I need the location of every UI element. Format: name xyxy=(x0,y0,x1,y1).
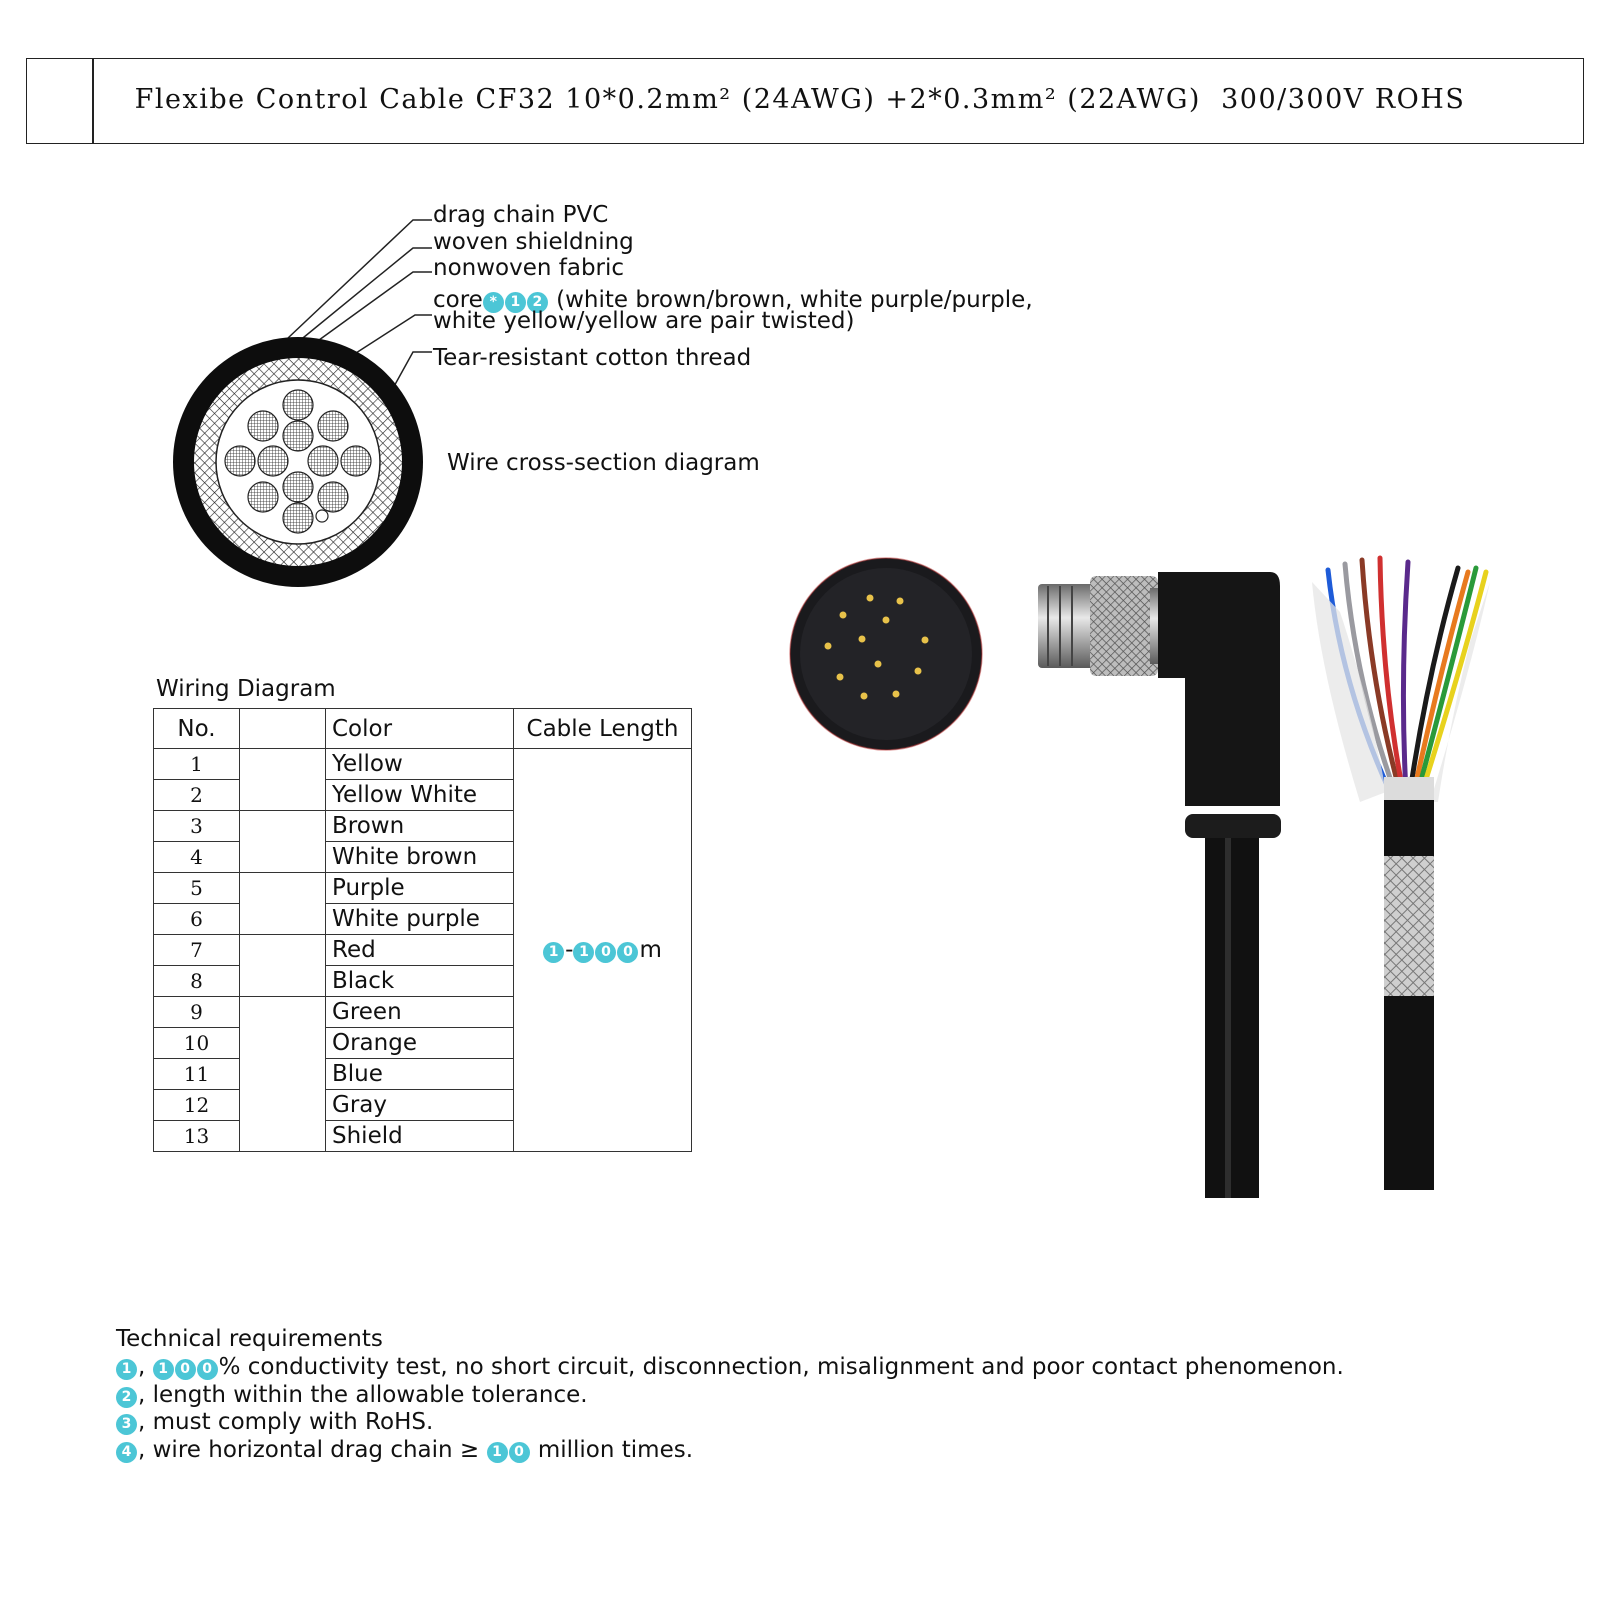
item-number-badge: 1 xyxy=(116,1359,137,1380)
pair-group xyxy=(240,749,326,811)
pair-group xyxy=(240,997,326,1152)
row-no: 3 xyxy=(154,811,240,842)
stripped-cable-icon xyxy=(1300,552,1500,1202)
label-cotton-thread: Tear-resistant cotton thread xyxy=(433,345,752,371)
core-badge-1: 1 xyxy=(505,292,526,313)
row-no: 12 xyxy=(154,1090,240,1121)
core-badge-2: 2 xyxy=(527,292,548,313)
row-no: 1 xyxy=(154,749,240,780)
row-no: 11 xyxy=(154,1059,240,1090)
header-spacer xyxy=(240,709,326,749)
pair-group xyxy=(240,873,326,935)
row-color: Green xyxy=(326,997,514,1028)
pair-group xyxy=(240,811,326,873)
value-badge: 0 xyxy=(197,1359,218,1380)
length-badge: 1 xyxy=(543,942,564,963)
row-no: 4 xyxy=(154,842,240,873)
connector-face-icon xyxy=(788,556,988,756)
item-text: % conductivity test, no short circuit, disconnection, misalignment and poor contact phenomenon. xyxy=(218,1354,1344,1380)
item-number-badge: 2 xyxy=(116,1387,137,1408)
length-unit: m xyxy=(639,937,662,963)
row-color: Purple xyxy=(326,873,514,904)
cross-section-caption: Wire cross-section diagram xyxy=(447,450,760,476)
row-no: 5 xyxy=(154,873,240,904)
pair-group xyxy=(240,935,326,997)
row-color: White purple xyxy=(326,904,514,935)
wiring-header-row xyxy=(154,709,692,749)
row-color: Brown xyxy=(326,811,514,842)
row-no: 8 xyxy=(154,966,240,997)
technical-heading: Technical requirements xyxy=(116,1326,383,1352)
item-number-badge: 4 xyxy=(116,1442,137,1463)
cable-length-value xyxy=(514,749,692,1152)
row-color: White brown xyxy=(326,842,514,873)
header-no: No. xyxy=(154,709,240,749)
row-no: 6 xyxy=(154,904,240,935)
core-detail: (white brown/brown, white purple/purple, xyxy=(548,287,1033,313)
technical-item-1: 1 , 1 0 0 % conductivity test, no short circuit, disconnection, misalignment and poor contact phenomenon. xyxy=(116,1353,1344,1381)
length-badge: 0 xyxy=(617,942,638,963)
length-dash: - xyxy=(565,937,574,963)
row-color: Yellow White xyxy=(326,780,514,811)
technical-item-2: 2 , length within the allowable tolerance. xyxy=(116,1381,588,1409)
row-color: Yellow xyxy=(326,749,514,780)
row-no: 13 xyxy=(154,1121,240,1152)
value-badge: 1 xyxy=(487,1442,508,1463)
header-color: Color xyxy=(326,709,514,749)
wiring-table xyxy=(153,708,692,1152)
item-number-badge: 3 xyxy=(116,1414,137,1435)
value-badge: 0 xyxy=(175,1359,196,1380)
wiring-heading: Wiring Diagram xyxy=(156,676,336,702)
row-color: Black xyxy=(326,966,514,997)
label-core-line2: white yellow/yellow are pair twisted) xyxy=(433,308,855,334)
row-no: 10 xyxy=(154,1028,240,1059)
core-text: core xyxy=(433,287,483,313)
row-no: 9 xyxy=(154,997,240,1028)
label-nonwoven-fabric: nonwoven fabric xyxy=(433,255,625,281)
row-no: 2 xyxy=(154,780,240,811)
value-badge: 1 xyxy=(153,1359,174,1380)
row-no: 7 xyxy=(154,935,240,966)
label-woven-shielding: woven shieldning xyxy=(433,229,634,255)
item-text: must comply with RoHS. xyxy=(152,1409,434,1435)
right-angle-connector-icon xyxy=(1030,566,1290,1206)
row-color: Gray xyxy=(326,1090,514,1121)
value-badge: 0 xyxy=(509,1442,530,1463)
header-length: Cable Length xyxy=(514,709,692,749)
core-badge-star: * xyxy=(483,292,504,313)
item-text-before: wire horizontal drag chain ≥ xyxy=(152,1437,487,1463)
label-drag-chain-pvc: drag chain PVC xyxy=(433,202,609,228)
technical-item-4: 4 , wire horizontal drag chain ≥ 1 0 million times. xyxy=(116,1436,693,1464)
table-row xyxy=(154,749,692,780)
row-color: Orange xyxy=(326,1028,514,1059)
item-text: million times. xyxy=(530,1437,694,1463)
length-badge: 1 xyxy=(573,942,594,963)
item-text: length within the allowable tolerance. xyxy=(152,1382,588,1408)
row-color: Blue xyxy=(326,1059,514,1090)
page-title: Flexibe Control Cable CF32 10*0.2mm² (24AWG) +2*0.3mm² (22AWG) 300/300V ROHS xyxy=(134,84,1466,115)
length-badge: 0 xyxy=(595,942,616,963)
technical-item-3: 3 , must comply with RoHS. xyxy=(116,1408,433,1436)
row-color: Red xyxy=(326,935,514,966)
row-color: Shield xyxy=(326,1121,514,1152)
